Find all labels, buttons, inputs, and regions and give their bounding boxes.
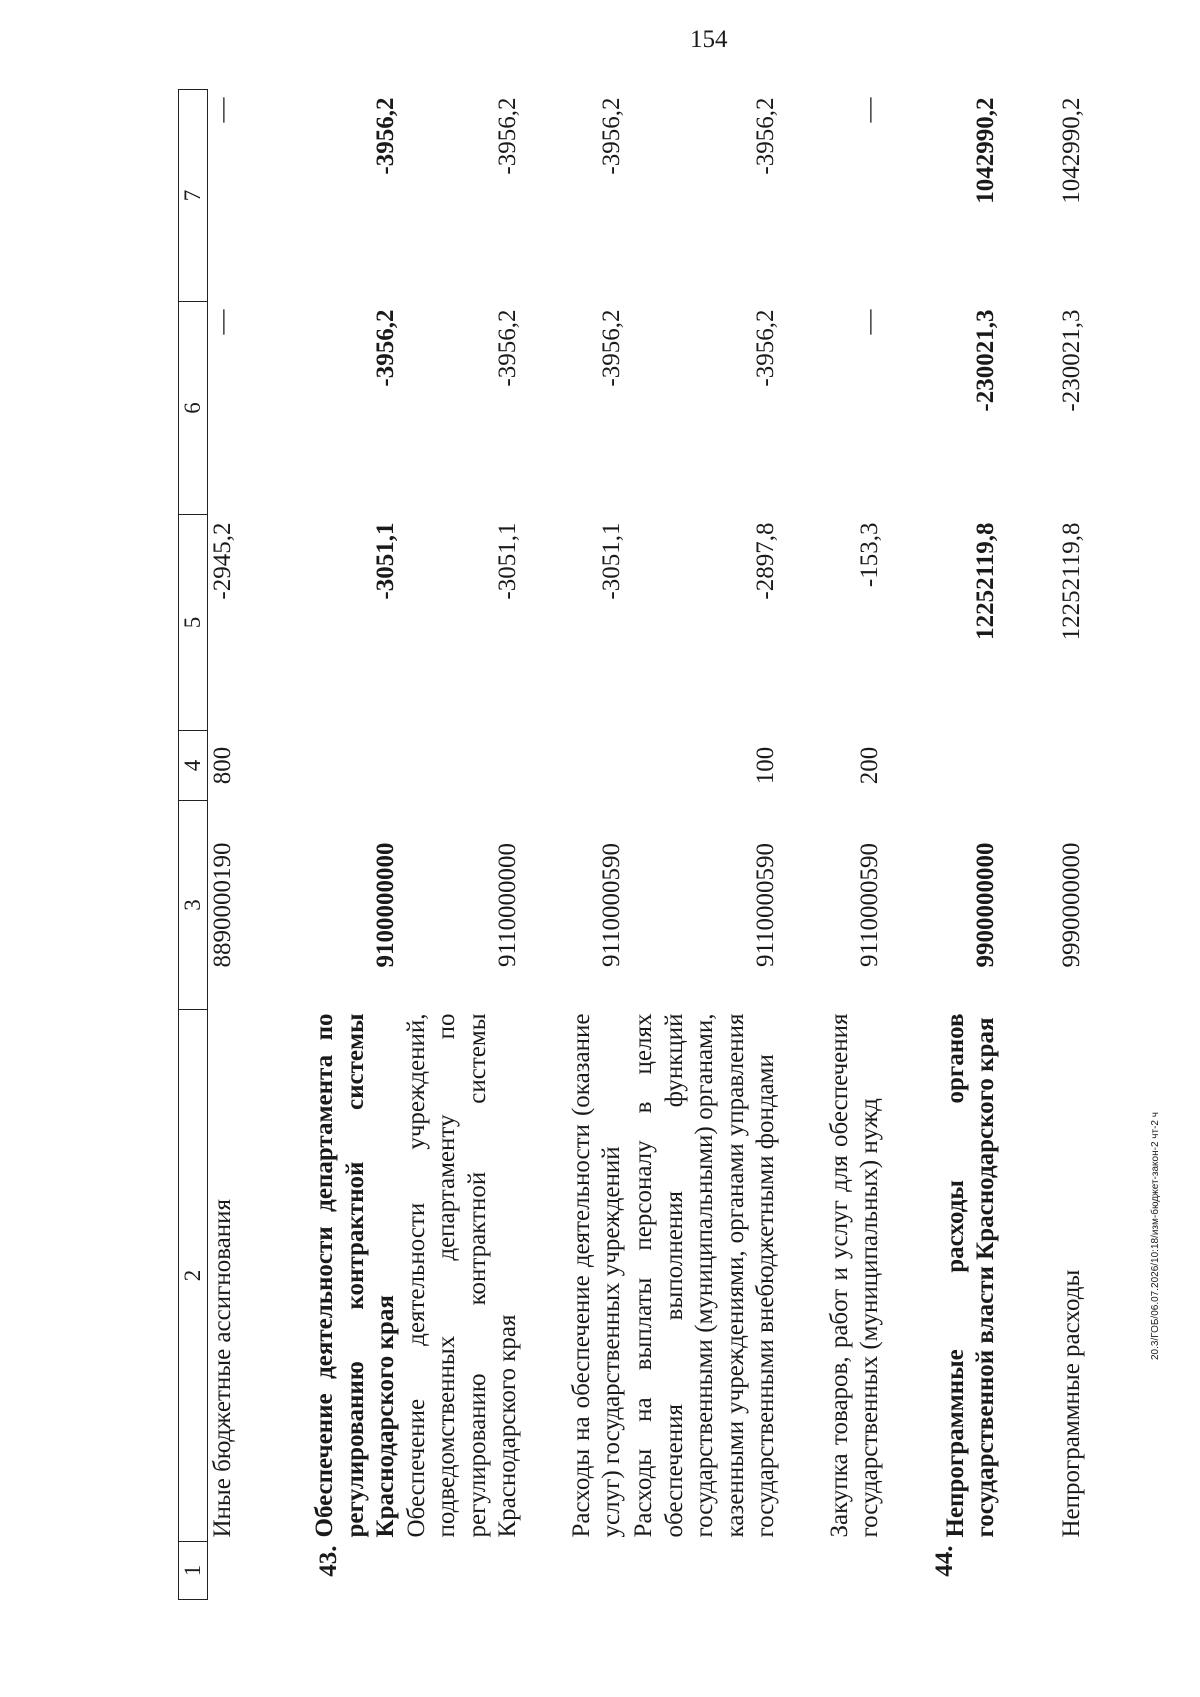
row-number: 44.	[930, 1545, 958, 1577]
row-amount-col5: -2897,8	[752, 522, 780, 600]
row-code: 9110000590	[752, 842, 780, 968]
row-amount-col5: 12252119,8	[972, 522, 1000, 640]
row-code: 9100000000	[372, 842, 400, 968]
row-amount-col5: -2945,2	[209, 522, 237, 600]
row-amount-col5: -3051,1	[598, 522, 626, 600]
row-expense-type	[524, 731, 628, 801]
row-number	[628, 1542, 782, 1600]
row-amount-col6: -3956,2	[494, 309, 522, 387]
row-amount-col6: -3956,2	[598, 309, 626, 387]
row-name: Расходы на выплаты персоналу в целях обеспечения выполнения функций государственными (муниципальными) органами, казенными учреждениями, органами управления государственными внебюджетными фондами	[630, 1013, 780, 1538]
row-amount-col5: -3051,1	[372, 522, 400, 600]
row-amount-col7: —	[209, 97, 237, 123]
row-name: Иные бюджетные ассигнования	[209, 1198, 237, 1538]
row-expense-type	[1002, 731, 1088, 801]
row-amount-col5: -153,3	[856, 522, 884, 588]
row-code: 8890000190	[209, 842, 237, 968]
table-row	[208, 90, 270, 1600]
row-expense-type: 200	[856, 746, 884, 785]
row-number	[1002, 1542, 1088, 1600]
row-amount-col6: —	[856, 309, 884, 335]
table-header-row	[179, 90, 208, 1600]
table-row	[270, 90, 402, 1600]
row-amount-col6: -230021,3	[1058, 309, 1086, 412]
row-amount-col7: 1042990,2	[972, 97, 1000, 204]
header-cell: 2	[179, 1010, 208, 1542]
row-name: Непрограммные расходы органов государственной власти Краснодарского края	[941, 1013, 1000, 1538]
row-name: Расходы на обеспечение деятельности (оказание услуг) государственных учреждений	[567, 1013, 626, 1538]
row-code: 9990000000	[1058, 842, 1086, 968]
row-expense-type	[886, 731, 1002, 801]
row-number	[524, 1542, 628, 1600]
row-amount-col6: -230021,3	[972, 309, 1000, 412]
table-row	[628, 90, 782, 1600]
budget-table-rotated	[178, 90, 1086, 1600]
row-name: Закупка товаров, работ и услуг для обеспечения государственных (муниципальных) нужд	[825, 1013, 884, 1538]
row-amount-col7: -3956,2	[752, 97, 780, 175]
footer-code: 20.3/ГОБ/06.07.2026/10:18/изм-бюджет-закон-2 чт-2 ч	[1150, 1112, 1161, 1360]
table-row	[524, 90, 628, 1600]
row-expense-type: 100	[752, 746, 780, 785]
header-cell: 3	[179, 801, 208, 1010]
row-expense-type	[402, 731, 524, 801]
row-expense-type: 800	[209, 746, 237, 785]
table-row	[402, 90, 524, 1600]
row-amount-col6: -3956,2	[372, 309, 400, 387]
row-code: 9110000590	[856, 842, 884, 968]
header-cell: 4	[179, 731, 208, 801]
row-amount-col6: -3956,2	[752, 309, 780, 387]
header-cell: 1	[179, 1542, 208, 1600]
row-amount-col7: -3956,2	[494, 97, 522, 175]
row-amount-col7: -3956,2	[372, 97, 400, 175]
row-number	[402, 1542, 524, 1600]
table-row	[1002, 90, 1088, 1600]
budget-table	[178, 89, 1088, 1600]
row-name: Обеспечение деятельности учреждений, подведомственных департаменту по регулированию контрактной системы Краснодарского края	[402, 1013, 522, 1538]
header-cell: 7	[179, 90, 208, 302]
row-code: 9110000590	[598, 842, 626, 968]
row-expense-type	[270, 731, 402, 801]
row-number	[208, 1542, 270, 1600]
row-amount-col6: —	[209, 309, 237, 335]
row-name: Непрограммные расходы	[1058, 1269, 1086, 1538]
row-code: 9110000000	[494, 842, 522, 968]
header-cell: 6	[179, 302, 208, 515]
row-amount-col7: —	[856, 97, 884, 123]
header-cell: 5	[179, 515, 208, 731]
row-amount-col5: 12252119,8	[1058, 522, 1086, 641]
table-row	[886, 90, 1002, 1600]
row-amount-col7: -3956,2	[598, 97, 626, 175]
row-code: 9900000000	[972, 842, 1000, 968]
row-amount-col7: 1042990,2	[1058, 97, 1086, 204]
table-row	[782, 90, 886, 1600]
row-number: 43.	[314, 1545, 342, 1577]
page-number: 154	[690, 26, 728, 53]
row-amount-col5: -3051,1	[494, 522, 522, 600]
row-number	[782, 1542, 886, 1600]
row-name: Обеспечение деятельности департамента по регулированию контрактной системы Краснодарского края	[311, 1013, 400, 1538]
